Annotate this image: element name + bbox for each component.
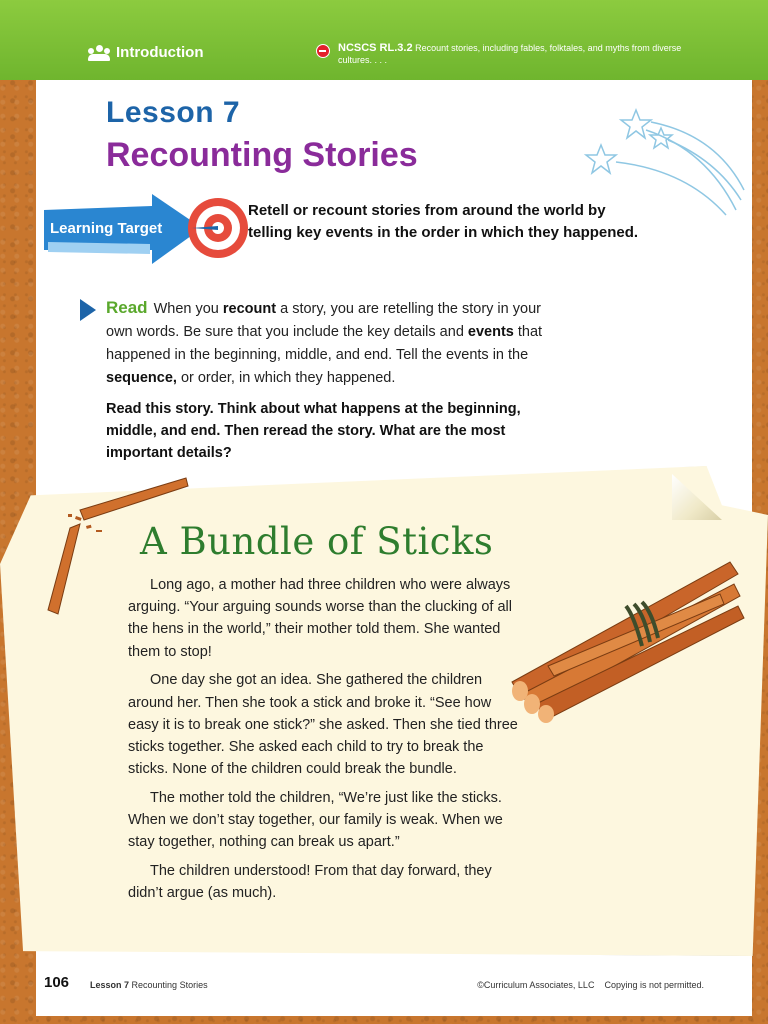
term-sequence: sequence,: [106, 370, 177, 386]
standard-icon: [316, 44, 330, 58]
bundle-of-sticks-icon: [508, 554, 748, 724]
section-label-text: Introduction: [116, 44, 204, 61]
story-paragraph: The children understood! From that day forward, they didn’t argue (as much).: [128, 862, 492, 902]
standard-description: Recount stories, including fables, folktales, and myths from diverse cultures. . . .: [338, 43, 682, 65]
read-instructions: Read this story. Think about what happens at the beginning, middle, and end. Then reread the story. What are the most important details?: [106, 401, 521, 461]
learning-target-label: Learning Target: [50, 220, 163, 237]
story-title: A Bundle of Sticks: [140, 520, 494, 563]
read-paragraph: Read When you recount a story, you are retelling the story in your own words. Be sure that you include the key details and events that happened in the beginning, middle, and end. Tell the events in the sequence, or order, in which they happened.: [106, 298, 543, 386]
read-label: Read: [106, 298, 148, 317]
term-recount: recount: [222, 301, 277, 317]
page-footer: [44, 974, 724, 998]
story-paragraph: Long ago, a mother had three children who were always arguing. “Your arguing sounds worse than the clucking of all the hens in the world,” their mother told them. She wanted them to stop!: [128, 577, 512, 660]
page-number: 106: [44, 974, 70, 991]
story-paragraph: One day she got an idea. She gathered the children around her. Then she took a stick and broke it. “See how easy it is to break one stick?” she asked. Then she tied three sticks together. She asked each child to try to break the sticks. None of the children could break the bundle.: [128, 672, 518, 778]
learning-target-text: Retell or recount stories from around the world by telling key events in the order in which they happened.: [248, 202, 639, 241]
top-banner: [0, 0, 768, 80]
lesson-number: Lesson 7: [106, 96, 241, 129]
story-paragraph: The mother told the children, “We’re just like the sticks. When we don’t stay together, our family is weak. When we stay together, nothing can break us apart.”: [128, 789, 503, 851]
copyright: ©Curriculum Associates, LLC Copying is not permitted.: [477, 980, 704, 990]
standard-block: [318, 42, 698, 66]
term-events: events: [467, 324, 514, 340]
play-triangle-icon: [80, 299, 96, 321]
story-body: [128, 574, 518, 911]
section-label: [88, 44, 203, 61]
lesson-title: Recounting Stories: [106, 136, 418, 174]
footer-lesson: Lesson 7 Recounting Stories: [90, 980, 208, 990]
standard-code: NCSCS RL.3.2: [338, 42, 413, 54]
people-icon: [88, 45, 110, 61]
